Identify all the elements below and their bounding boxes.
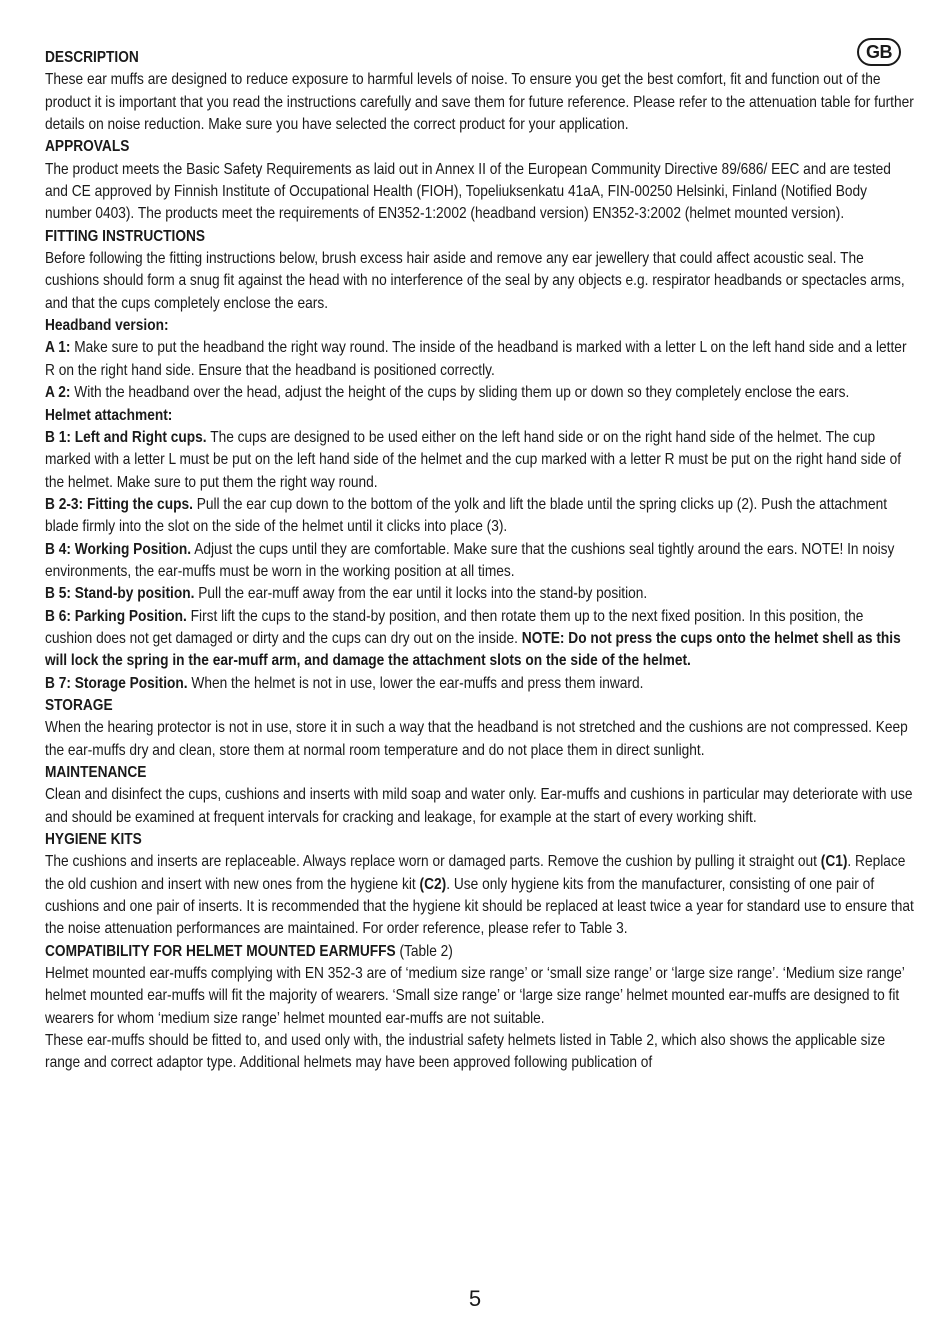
step-b5-text: Pull the ear-muff away from the ear until it locks into the stand-by position. [194, 585, 648, 603]
hygiene-ref-c2: (C2) [419, 875, 447, 893]
compatibility-heading: COMPATIBILITY FOR HELMET MOUNTED EARMUFFS [45, 942, 396, 960]
manual-text [45, 47, 914, 1075]
page-number: 5 [468, 1286, 482, 1311]
step-b6 [45, 606, 914, 673]
step-a2 [45, 382, 914, 404]
step-b23 [45, 494, 914, 539]
step-b7-text: When the helmet is not in use, lower the ear-muffs and press them inward. [187, 674, 644, 692]
hygiene-ref-c1: (C1) [820, 853, 848, 871]
approvals-heading: APPROVALS [45, 138, 130, 156]
storage-heading: STORAGE [45, 696, 113, 714]
step-b4-text: Adjust the cups until they are comfortable. Make sure that the cushions seal tightly around the ears. NOTE! In noisy environments, the ear-muffs must be worn in the working position at all times. [45, 540, 895, 580]
description-body: These ear muffs are designed to reduce exposure to harmful levels of noise. To ensure you get the best comfort, fit and function out of the product it is important that you read the instructions carefully and save them for future reference. Please refer to the attenuation table for further details on noise reduction. Make sure you have selected the correct product for your application. [45, 71, 914, 134]
step-b6-label: B 6: Parking Position. [45, 607, 187, 625]
step-b1-text: The cups are designed to be used either on the left hand side or on the right hand side of the helmet. The cup marked with a letter L must be put on the left hand side of the helmet and the cup marked with a letter R must be put on the right hand side of the helmet. Make sure to put them the right way round. [45, 428, 902, 491]
hygiene-text-1: The cushions and inserts are replaceable. Always replace worn or damaged parts. Remove the cushion by pulling it straight out [45, 853, 821, 871]
maintenance-body: Clean and disinfect the cups, cushions and inserts with mild soap and water only. Ear-muffs and cushions in particular may deteriorate with use and should be examined at frequent intervals for cracking and leakage, for example at the start of every working shift. [45, 786, 913, 826]
fitting-heading: FITTING INSTRUCTIONS [45, 227, 206, 245]
helmet-heading: Helmet attachment: [45, 406, 173, 424]
step-b4 [45, 539, 914, 584]
step-b5-label: B 5: Stand-by position. [45, 585, 195, 603]
step-b4-label: B 4: Working Position. [45, 540, 192, 558]
step-b1 [45, 427, 914, 494]
hygiene-body [45, 851, 914, 940]
maintenance-heading: MAINTENANCE [45, 764, 147, 781]
step-a1-text: Make sure to put the headband the right way round. The inside of the headband is marked with a letter L on the left hand side and a letter R on the right hand side. Ensure that the headband is positioned correctly. [45, 339, 907, 379]
hygiene-text-2: . Replace the old cushion and insert with new ones from the hygiene kit [45, 853, 906, 893]
step-b6-text: First lift the cups to the stand-by position, and then rotate them up to the next fixed position. In this position, the cushion does not get damaged or dirty and the cups can dry out on the inside. [45, 607, 864, 647]
hygiene-heading: HYGIENE KITS [45, 831, 142, 849]
description-heading: DESCRIPTION [45, 49, 139, 66]
storage-body: When the hearing protector is not in use, store it in such a way that the headband is not stretched and the cushions are not compressed. Keep the ear-muffs dry and clean, store them at normal room temperature and do not place them in direct sunlight. [45, 719, 908, 759]
step-b5 [45, 583, 914, 605]
hygiene-text-3: . Use only hygiene kits from the manufacturer, consisting of one pair of cushions and one pair of inserts. It is recommended that the hygiene kit should be replaced at least twice a year for standard use to ensure that the noise attenuation performances are maintained. For order reference, please refer to Table 3. [45, 875, 914, 938]
step-a2-text: With the headband over the head, adjust the height of the cups by sliding them up or down so they completely enclose the ears. [70, 384, 850, 402]
approvals-body: The product meets the Basic Safety Requirements as laid out in Annex II of the European Community Directive 89/686/ EEC and are tested and CE approved by Finnish Institute of Occupational Health (FIOH), Topeliuksenkatu 41aA, FIN-00250 Helsinki, Finland (Notified Body number 0403). The products meet the requirements of EN352-1:2002 (headband version) EN352-3:2002 (helmet mounted version). [45, 160, 891, 223]
step-b23-text: Pull the ear cup down to the bottom of the yolk and lift the blade until the spring clicks up (2). Push the attachment blade firmly into the slot on the side of the helmet until it clicks into place (3). [45, 495, 888, 536]
step-b23-label: B 2-3: Fitting the cups. [45, 495, 193, 513]
step-b1-label: B 1: Left and Right cups. [45, 428, 207, 446]
step-b7-label: B 7: Storage Position. [45, 674, 188, 692]
compatibility-body-1: Helmet mounted ear-muffs complying with EN 352-3 are of ‘medium size range’ or ‘small size range’ or ‘large size range’. ‘Medium size range’ helmet mounted ear-muffs will fit the majority of wearers. ‘Small size range’ or ‘large size range’ helmet mounted ear-muffs are designed to fit wearers for whom ‘medium size range’ helmet mounted ear-muffs are not suitable. [45, 965, 905, 1027]
step-b6-note: NOTE: Do not press the cups onto the helmet shell as this will lock the spring in the ear-muff arm, and damage the attachment slots on the side of the helmet. [45, 629, 901, 670]
fitting-body: Before following the fitting instructions below, brush excess hair aside and remove any ear jewellery that could affect acoustic seal. The cushions should form a snug fit against the head with no interference of the seal by any objects e.g. respirator headbands or spectacles arms, and that the cups completely enclose the ears. [45, 250, 905, 312]
language-badge: GB [857, 38, 901, 66]
step-b7 [45, 673, 914, 695]
step-a2-label: A 2: [45, 384, 71, 402]
compatibility-body-2: These ear-muffs should be fitted to, and used only with, the industrial safety helmets listed in Table 2, which also shows the applicable size range and correct adaptor type. Additional helmets may have been approved following publication of [45, 1032, 886, 1072]
compatibility-heading-suffix: (Table 2) [395, 942, 453, 960]
headband-heading: Headband version: [45, 317, 169, 335]
compatibility-heading-line [45, 941, 914, 963]
step-a1 [45, 337, 914, 382]
step-a1-label: A 1: [45, 339, 71, 357]
